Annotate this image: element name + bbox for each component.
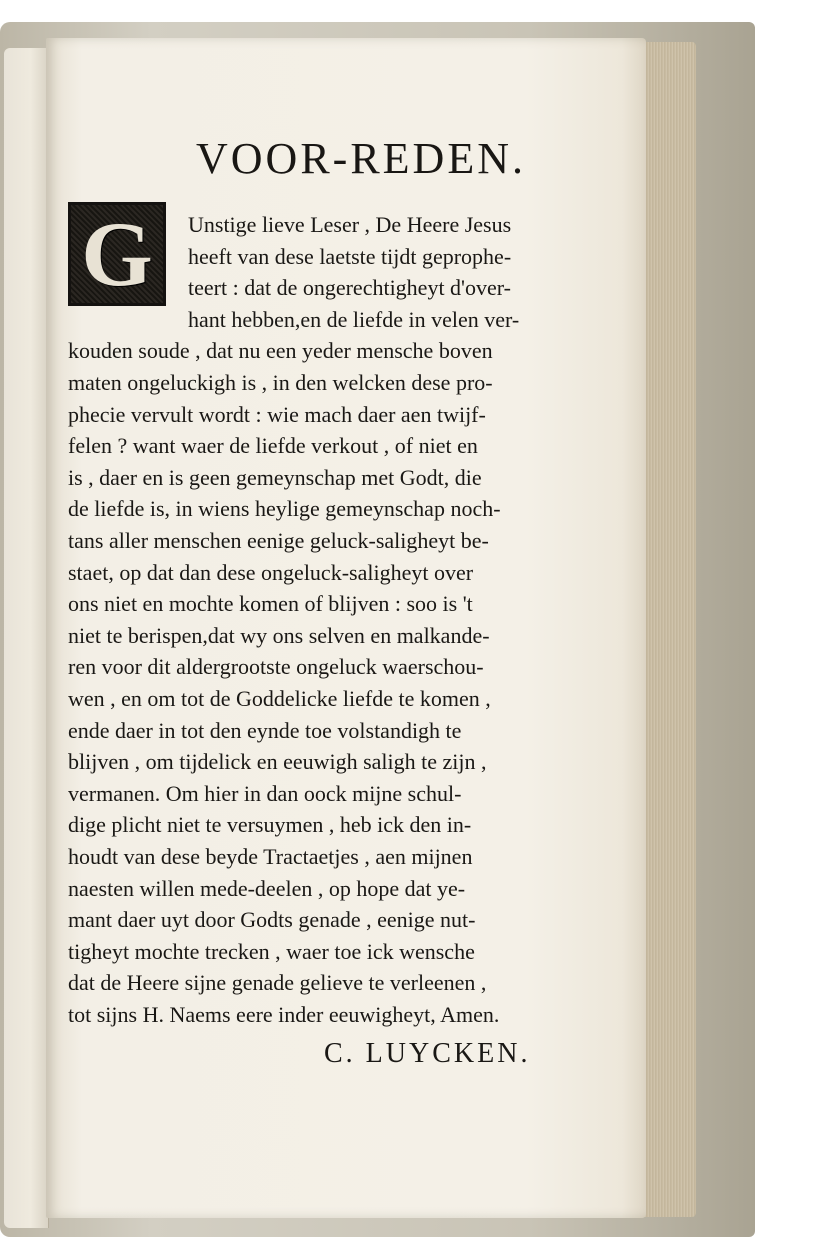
text-line: ons niet en mochte komen of blijven : soo is 't	[68, 591, 473, 617]
text-line: felen ? want waer de liefde verkout , of niet en	[68, 433, 478, 459]
drop-cap-letter: G	[81, 203, 153, 305]
text-line: houdt van dese beyde Tractaetjes , aen mijnen	[68, 844, 473, 869]
text-line: heeft van dese laetste tijdt geprophe-	[188, 243, 512, 269]
text-line: naesten willen mede-deelen , op hope dat ye-	[68, 875, 466, 901]
text-line: dat de Heere sijne genade gelieve te verleenen ,	[68, 970, 487, 996]
text-line: niet te berispen,dat wy ons selven en malkande-	[68, 622, 490, 648]
text-line: is , daer en is geen gemeynschap met Godt, die	[68, 464, 482, 490]
text-line: phecie vervult wordt : wie mach daer aen twijf-	[68, 401, 486, 427]
text-line: mant daer uyt door Godts genade , eenige nut-	[68, 907, 476, 933]
text-line: wen , en om tot de Goddelicke liefde te komen ,	[68, 686, 491, 711]
text-line: blijven , om tijdelick en eeuwigh saligh te zijn ,	[68, 749, 487, 775]
text-line: Unstige lieve Leser , De Heere Jesus	[188, 212, 512, 237]
left-page-edge	[4, 48, 49, 1228]
text-line: tot sijns H. Naems eere inder eeuwigheyt, Amen.	[68, 1002, 500, 1027]
text-line: maten ongeluckigh is , in den welcken dese pro-	[68, 370, 493, 395]
text-line: tigheyt mochte trecken , waer toe ick wensche	[68, 938, 475, 964]
book	[0, 22, 760, 1237]
author-signature: C. LUYCKEN.	[324, 1038, 531, 1069]
text-line: ende daer in tot den eynde toe volstandigh te	[68, 717, 462, 743]
text-line: kouden soude , dat nu een yeder mensche boven	[68, 338, 493, 364]
text-line: teert : dat de ongerechtigheyt d'over-	[188, 275, 511, 301]
text-line: staet, op dat dan dese ongeluck-saligheyt over	[68, 559, 474, 585]
decorated-initial	[68, 202, 166, 306]
page-title: VOOR-REDEN.	[196, 134, 526, 183]
text-line: hant hebben,en de liefde in velen ver-	[188, 306, 520, 332]
text-line: de liefde is, in wiens heylige gemeynschap noch-	[68, 496, 501, 522]
text-line: ren voor dit aldergrootste ongeluck waerschou-	[68, 654, 484, 680]
right-page	[46, 38, 646, 1218]
text-line: tans aller menschen eenige geluck-saligheyt be-	[68, 528, 489, 553]
text-line: dige plicht niet te versuymen , heb ick den in-	[68, 812, 472, 838]
text-line: vermanen. Om hier in dan oock mijne schul-	[68, 780, 462, 806]
